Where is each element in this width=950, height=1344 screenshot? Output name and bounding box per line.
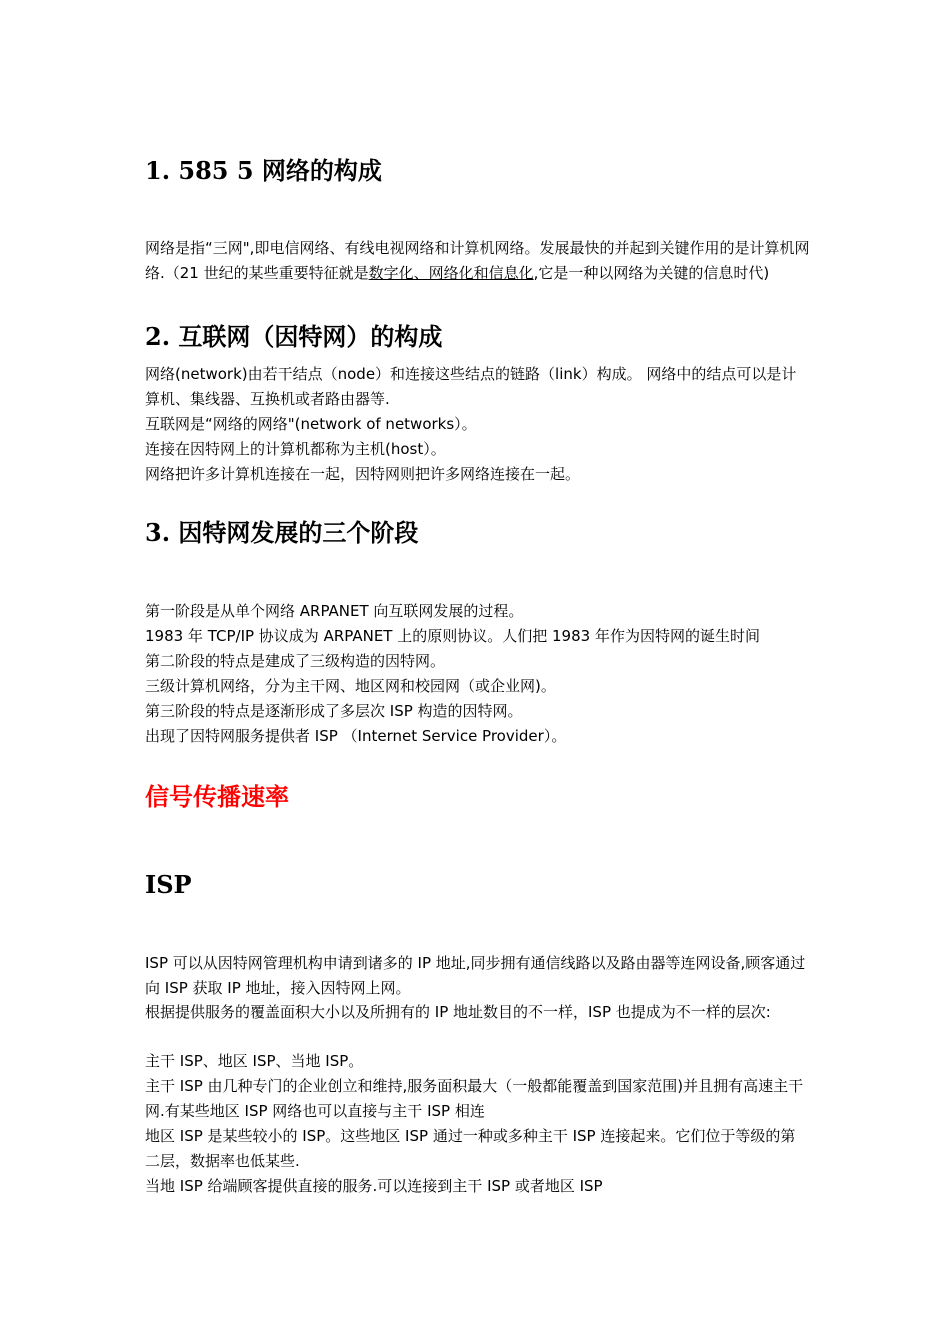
section-1-text-a: 网络是指“三网",即电信网络、有线电视网络和计算机网络。发展最快的并起到关键作用的是计算机网络.（21 世纪的某些重要特征就是 [145,239,810,282]
section-5-paragraph-5: 地区 ISP 是某些较小的 ISP。这些地区 ISP 通过一种或多种主干 ISP 连接起来。它们位于等级的第二层，数据率也低某些. [145,1127,796,1170]
section-3-line: 1983 年 TCP/IP 协议成为 ARPANET 上的原则协议。人们把 1983 年作为因特网的诞生时间 [145,627,760,645]
section-4-heading: 信号传播速率 [145,782,289,811]
section-1-text-b: ,它是一种以网络为关键的信息时代) [533,264,770,282]
section-5-paragraph-4: 主干 ISP 由几种专门的企业创立和维持,服务面积最大（一般都能覆盖到国家范围)并且拥有高速主干网.有某些地区 ISP 网络也可以直接与主干 ISP 相连 [145,1077,804,1120]
section-3-line: 第三阶段的特点是逐渐形成了多层次 ISP 构造的因特网。 [145,702,523,720]
section-5-paragraph-2: 根据提供服务的覆盖面积大小以及所拥有的 IP 地址数目的不一样，ISP 也提成为不一样的层次: [145,1003,771,1021]
section-5-heading: ISP [145,870,192,899]
section-2-line-3: 连接在因特网上的计算机都称为主机(host）。 [145,440,446,458]
section-1-heading: 1. 585 5 网络的构成 [145,156,382,185]
section-2-line-2: 互联网是“网络的网络"(network of networks）。 [145,415,477,433]
section-5-line-6: 当地 ISP 给端顾客提供直接的服务.可以连接到主干 ISP 或者地区 ISP [145,1177,603,1195]
section-5-line-3: 主干 ISP、地区 ISP、当地 ISP。 [145,1052,364,1070]
section-2-paragraph-1: 网络(network)由若干结点（node）和连接这些结点的链路（link）构成。 网络中的结点可以是计算机、集线器、互换机或者路由器等. [145,365,797,408]
section-1-underlined-text: 数字化、网络化和信息化 [368,264,534,282]
section-3-line: 出现了因特网服务提供者 ISP （Internet Service Provider）。 [145,727,567,745]
section-3-line: 三级计算机网络，分为主干网、地区网和校园网（或企业网)。 [145,677,556,695]
section-1-paragraph [145,236,810,286]
section-2-line-4: 网络把许多计算机连接在一起，因特网则把许多网络连接在一起。 [145,465,581,483]
section-3-line: 第一阶段是从单个网络 ARPANET 向互联网发展的过程。 [145,602,524,620]
section-5-paragraph-1: ISP 可以从因特网管理机构申请到诸多的 IP 地址,同步拥有通信线路以及路由器等连网设备,顾客通过向 ISP 获取 IP 地址，接入因特网上网。 [145,954,806,997]
section-3-line: 第二阶段的特点是建成了三级构造的因特网。 [145,652,446,670]
section-2-heading: 2. 互联网（因特网）的构成 [145,322,443,351]
section-3-heading: 3. 因特网发展的三个阶段 [145,518,419,547]
